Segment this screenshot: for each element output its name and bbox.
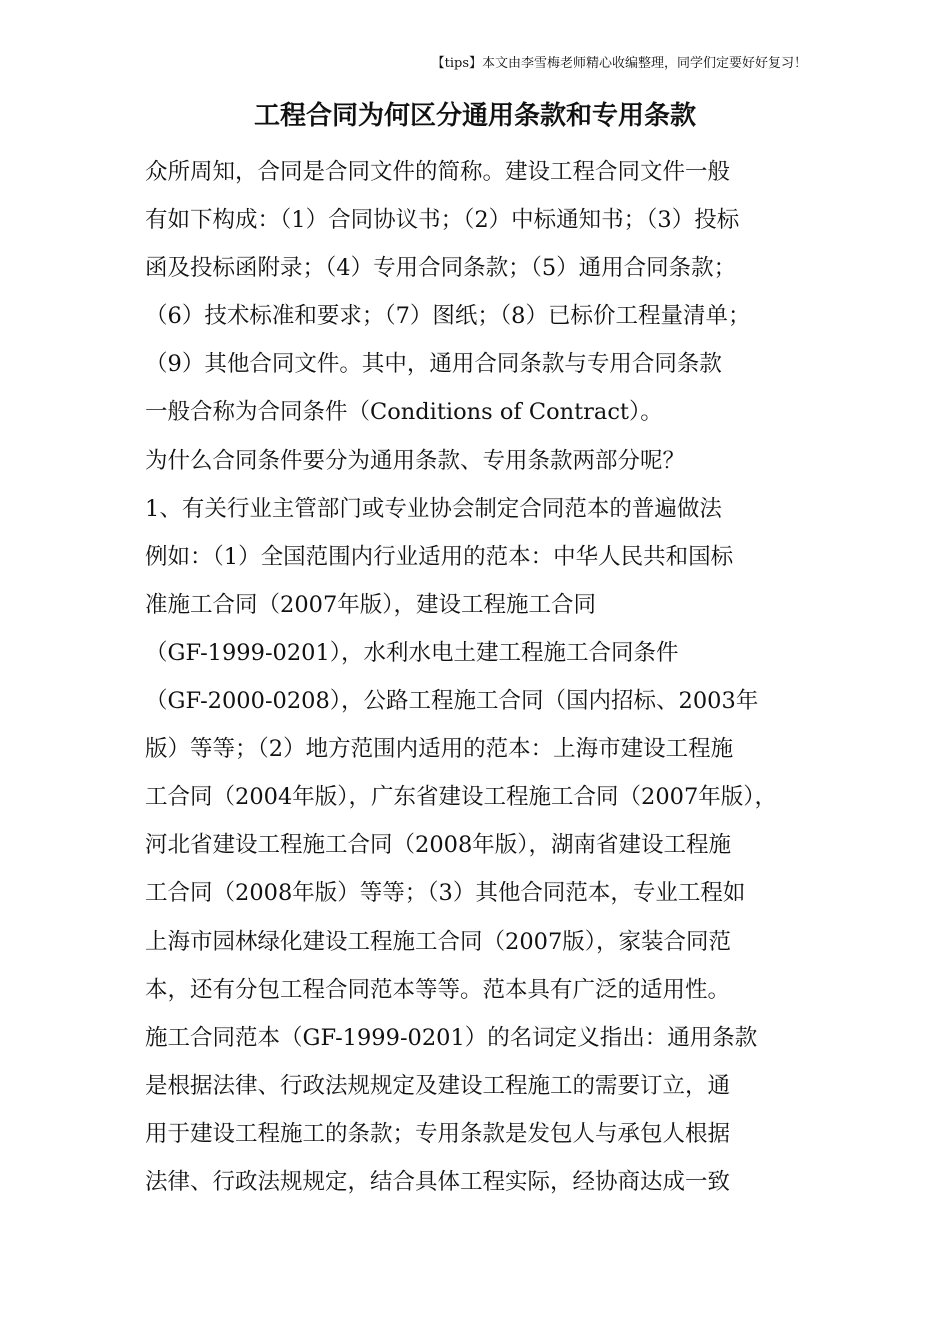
body-line: 函及投标函附录；（4）专用合同条款；（5）通用合同条款；: [145, 255, 737, 282]
body-line: 为什么合同条件要分为通用条款、专用条款两部分呢？: [145, 447, 686, 474]
body-line: 上海市园林绿化建设工程施工合同（2007版），家装合同范: [145, 928, 732, 955]
body-line: （GF-1999-0201），水利水电土建工程施工合同条件: [145, 639, 679, 666]
body-line: 施工合同范本（GF-1999-0201）的名词定义指出：通用条款: [145, 1024, 758, 1051]
body-line: （9）其他合同文件。其中，通用合同条款与专用合同条款: [145, 351, 722, 378]
body-line: （GF-2000-0208），公路工程施工合同（国内招标、2003年: [145, 688, 759, 715]
body-line: 1、有关行业主管部门或专业协会制定合同范本的普遍做法: [145, 495, 722, 522]
body-line: 河北省建设工程施工合同（2008年版），湖南省建设工程施: [145, 832, 732, 859]
body-line: 一般合称为合同条件（Conditions of Contract）。: [145, 399, 663, 426]
body-line: 工合同（2008年版）等等；（3）其他合同范本，专业工程如: [145, 880, 746, 907]
body-line: 工合同（2004年版），广东省建设工程施工合同（2007年版），: [145, 784, 778, 811]
body-line: 例如：（1）全国范围内行业适用的范本：中华人民共和国标: [145, 543, 734, 570]
body-line: 众所周知，合同是合同文件的简称。建设工程合同文件一般: [145, 159, 731, 185]
body-line: 本，还有分包工程合同范本等等。范本具有广泛的适用性。: [145, 976, 731, 1003]
body-line: 用于建设工程施工的条款；专用条款是发包人与承包人根据: [145, 1120, 731, 1147]
body-line: 有如下构成：（1）合同协议书；（2）中标通知书；（3）投标: [145, 207, 740, 234]
document-title: 工程合同为何区分通用条款和专用条款: [253, 101, 696, 131]
header-tip-note: 【tips】本文由李雪梅老师精心收编整理，同学们定要好好复习！: [431, 56, 807, 71]
document-body: [145, 148, 810, 1206]
body-line: 准施工合同（2007年版），建设工程施工合同: [145, 591, 597, 618]
body-line: 法律、行政法规规定，结合具体工程实际，经协商达成一致: [145, 1168, 731, 1195]
body-line: （6）技术标准和要求；（7）图纸；（8）已标价工程量清单；: [145, 303, 751, 330]
body-line: 版）等等；（2）地方范围内适用的范本：上海市建设工程施: [145, 736, 734, 763]
body-line: 是根据法律、行政法规规定及建设工程施工的需要订立，通: [145, 1072, 731, 1099]
